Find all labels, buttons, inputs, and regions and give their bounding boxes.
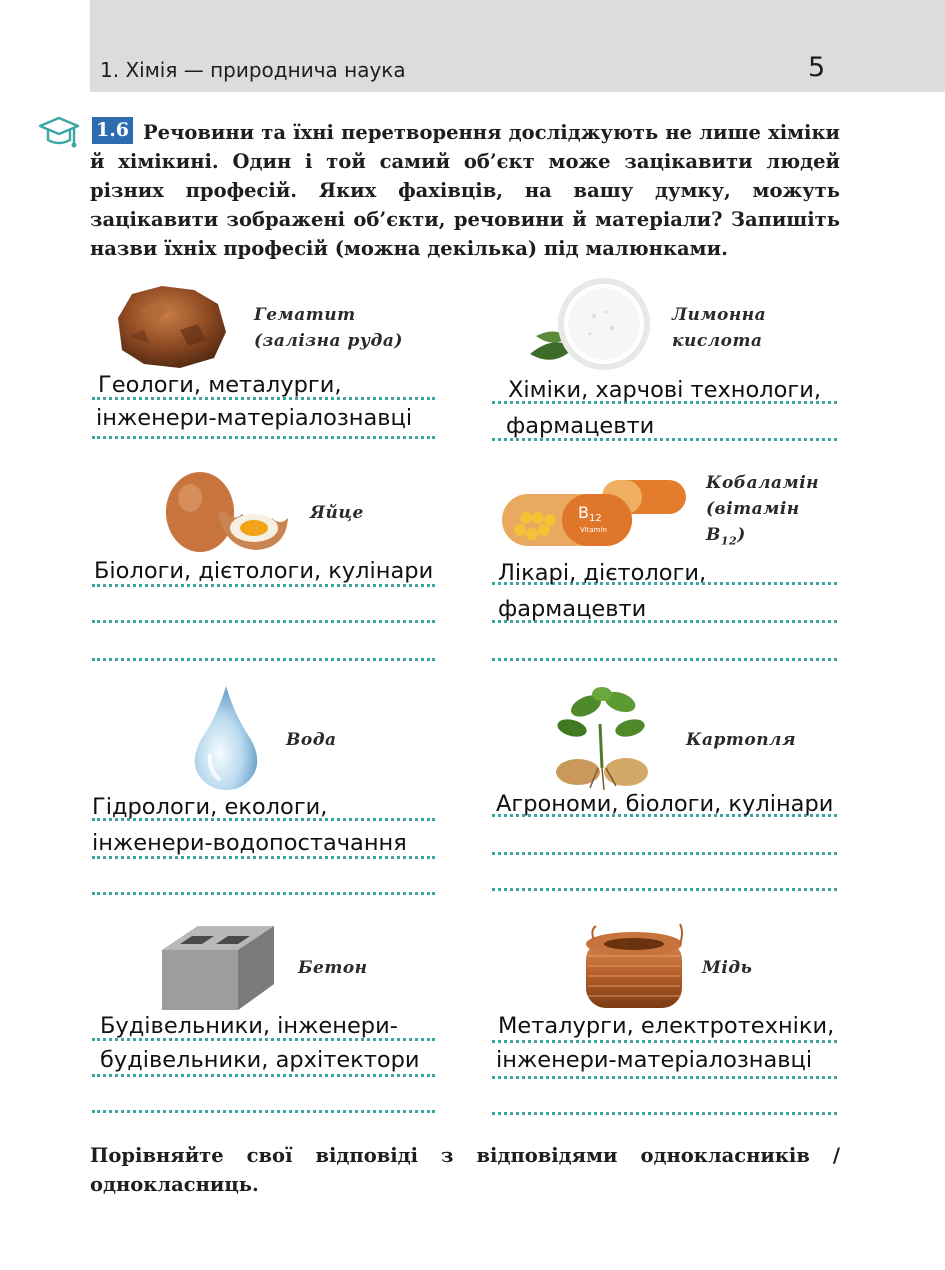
citric-acid-image <box>528 276 658 376</box>
citric-acid-label <box>672 302 766 354</box>
copper-answer-line2: інженери-матеріалознавці <box>496 1047 813 1073</box>
potato-plant-image <box>550 684 654 792</box>
citric-acid-label-line1: Лимонна <box>672 305 767 325</box>
concrete-answer-line1: Будівельники, інженери- <box>100 1013 398 1039</box>
copper-coil-image <box>580 922 688 1012</box>
answer-line <box>492 1112 837 1115</box>
egg-answer-line1: Біологи, дієтологи, кулінари <box>94 558 434 584</box>
cobalamin-label <box>706 470 819 554</box>
citric-acid-answer-line1: Хіміки, харчові технологи, <box>508 377 822 403</box>
cobalamin-label-line3: $B_{12}$) <box>706 525 746 548</box>
concrete-label: Бетон <box>298 958 368 978</box>
graduation-cap-icon <box>38 115 80 151</box>
answer-line <box>492 888 837 891</box>
answer-line <box>92 892 435 895</box>
water-answer-line2: інженери-водопостачання <box>92 830 407 856</box>
hematite-label <box>254 302 403 354</box>
vitamin-capsules-image <box>498 472 688 552</box>
egg-label: Яйце <box>310 503 364 523</box>
hematite-answer-line2: інженери-матеріалознавці <box>96 405 413 431</box>
egg-image <box>160 468 290 556</box>
hematite-answer-line1: Геологи, металурги, <box>98 372 342 398</box>
copper-label: Мідь <box>702 958 753 978</box>
concrete-answer-line2: будівельники, архітектори <box>100 1047 420 1073</box>
copper-answer-line1: Металурги, електротехніки, <box>498 1013 835 1039</box>
citric-acid-answer-line2: фармацевти <box>506 413 655 439</box>
hematite-label-line1: Гематит <box>254 305 356 325</box>
water-answer-line1: Гідрологи, екологи, <box>92 794 328 820</box>
citric-acid-label-line2: кислота <box>672 331 763 351</box>
potato-answer-line1: Агрономи, біологи, кулінари <box>496 791 834 817</box>
task-number-badge: 1.6 <box>92 117 133 144</box>
potato-label: Картопля <box>686 730 797 750</box>
cobalamin-label-line1: Кобаламін <box>706 473 820 493</box>
water-label: Вода <box>286 730 337 750</box>
answer-line <box>492 852 837 855</box>
capsule-vitamin-text: Vitamin <box>580 526 607 534</box>
page-number: 5 <box>808 52 826 83</box>
capsule-b12-text: B12 <box>578 503 602 524</box>
answer-line <box>92 658 435 661</box>
cobalamin-answer-line1: Лікарі, дієтологи, <box>498 560 707 586</box>
cobalamin-answer-line2: фармацевти <box>498 596 647 622</box>
water-drop-image <box>190 684 262 792</box>
answer-line <box>92 620 435 623</box>
task-text: Речовини та їхні перетворення досліджують не лише хіміки й хімікині. Один і той самий об’єкт може зацікавити людей різних професій. Яких фахівців, на вашу думку, можуть зацікавити зображені об’єкти, речовини й матеріали? Запишіть назви їхніх професій (можна декілька) під малюнками. <box>90 121 840 260</box>
hematite-ore-image <box>110 280 230 372</box>
hematite-label-line2: (залізна руда) <box>254 331 403 351</box>
chapter-title: 1. Хімія — природнича наука <box>100 58 406 82</box>
answer-line <box>492 658 837 661</box>
answer-line <box>92 1110 435 1113</box>
compare-instruction: Порівняйте свої відповіді з відповідями однокласників / однокласниць. <box>90 1144 840 1196</box>
answer-line <box>92 436 435 439</box>
cobalamin-label-line2: (вітамін <box>706 499 800 519</box>
concrete-block-image <box>158 922 278 1012</box>
